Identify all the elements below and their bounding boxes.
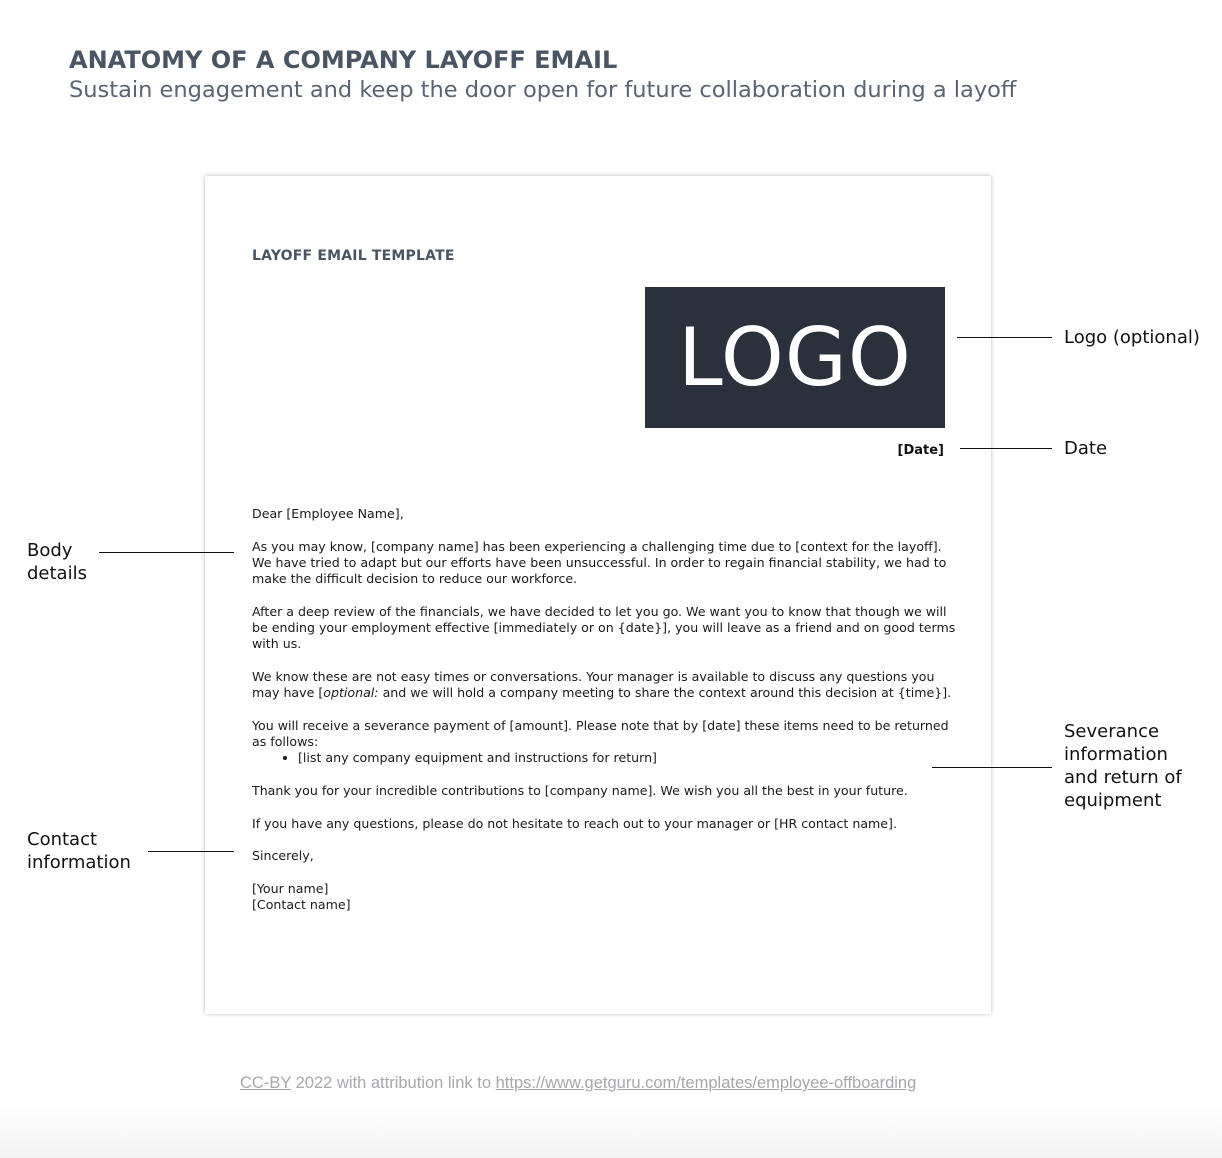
date-placeholder: [Date] (897, 443, 944, 458)
thank-you-paragraph: Thank you for your incredible contributions to [company name]. We wish you all the best in your future. (252, 782, 908, 798)
contact-label-line-2: information (27, 852, 131, 873)
body-paragraph-support (252, 669, 957, 701)
support-text-end: and we will hold a company meeting to share the context around this decision at {time}]. (378, 685, 952, 701)
date-callout-line (960, 448, 1052, 449)
body-callout-line (99, 552, 234, 553)
page-subtitle: Sustain engagement and keep the door open for future collaboration during a layoff (69, 77, 1017, 103)
contact-callout-label (27, 828, 131, 874)
date-callout-label: Date (1064, 438, 1108, 459)
severance-label-line-4: equipment (1064, 790, 1162, 811)
signature-contact: [Contact name] (252, 897, 351, 913)
attribution-link[interactable]: https://www.getguru.com/templates/employee-offboarding (495, 1074, 917, 1092)
logo-text: LOGO (678, 311, 912, 404)
equipment-list-item: • [list any company equipment and instructions for return] (298, 750, 957, 766)
severance-callout-line (932, 767, 1052, 768)
body-label-line-1: Body (27, 540, 73, 561)
footer-text: 2022 with attribution link to (291, 1074, 496, 1092)
contact-paragraph: If you have any questions, please do not hesitate to reach out to your manager or [HR contact name]. (252, 815, 897, 831)
contact-label-line-1: Contact (27, 829, 98, 850)
email-template-document (205, 176, 991, 1014)
severance-section (252, 718, 957, 767)
contact-callout-line (148, 851, 234, 852)
severance-label-line-2: information (1064, 744, 1168, 765)
severance-paragraph: You will receive a severance payment of [amount]. Please note that by [date] these items need to be returned as follows: (252, 717, 949, 750)
page-title: ANATOMY OF A COMPANY LAYOFF EMAIL (69, 46, 618, 74)
body-paragraph-decision: After a deep review of the financials, we have decided to let you go. We want you to know that though we will be ending your employment effective [immediately or on {date}], you will leave as a friend and on good terms with us. (252, 603, 956, 652)
support-text-start: We know these are not easy times or conversations. Your manager is available to discuss any questions you may have [ (252, 668, 935, 701)
email-body (252, 506, 957, 913)
logo-callout-line (957, 337, 1052, 338)
page-bottom-shade (0, 1100, 1222, 1158)
greeting: Dear [Employee Name], (252, 506, 404, 521)
logo-callout-label: Logo (optional) (1064, 327, 1200, 348)
severance-label-line-3: and return of (1064, 767, 1182, 788)
optional-label: optional: (323, 685, 379, 701)
license-link[interactable]: CC-BY (240, 1074, 292, 1092)
severance-label-line-1: Severance (1064, 721, 1160, 742)
closing: Sincerely, (252, 848, 314, 864)
equipment-list (252, 750, 957, 766)
body-label-line-2: details (27, 563, 87, 584)
body-paragraph-context: As you may know, [company name] has been experiencing a challenging time due to [context for the layoff]. We have tried to adapt but our efforts have been unsuccessful. In order to regain financial stability, we had to make the difficult decision to reduce our workforce. (252, 538, 947, 587)
signature-name: [Your name] (252, 881, 329, 897)
severance-callout-label (1064, 720, 1182, 812)
logo-placeholder (645, 287, 945, 428)
license-footer (240, 1074, 916, 1093)
body-callout-label (27, 539, 87, 585)
template-title: LAYOFF EMAIL TEMPLATE (252, 248, 455, 264)
